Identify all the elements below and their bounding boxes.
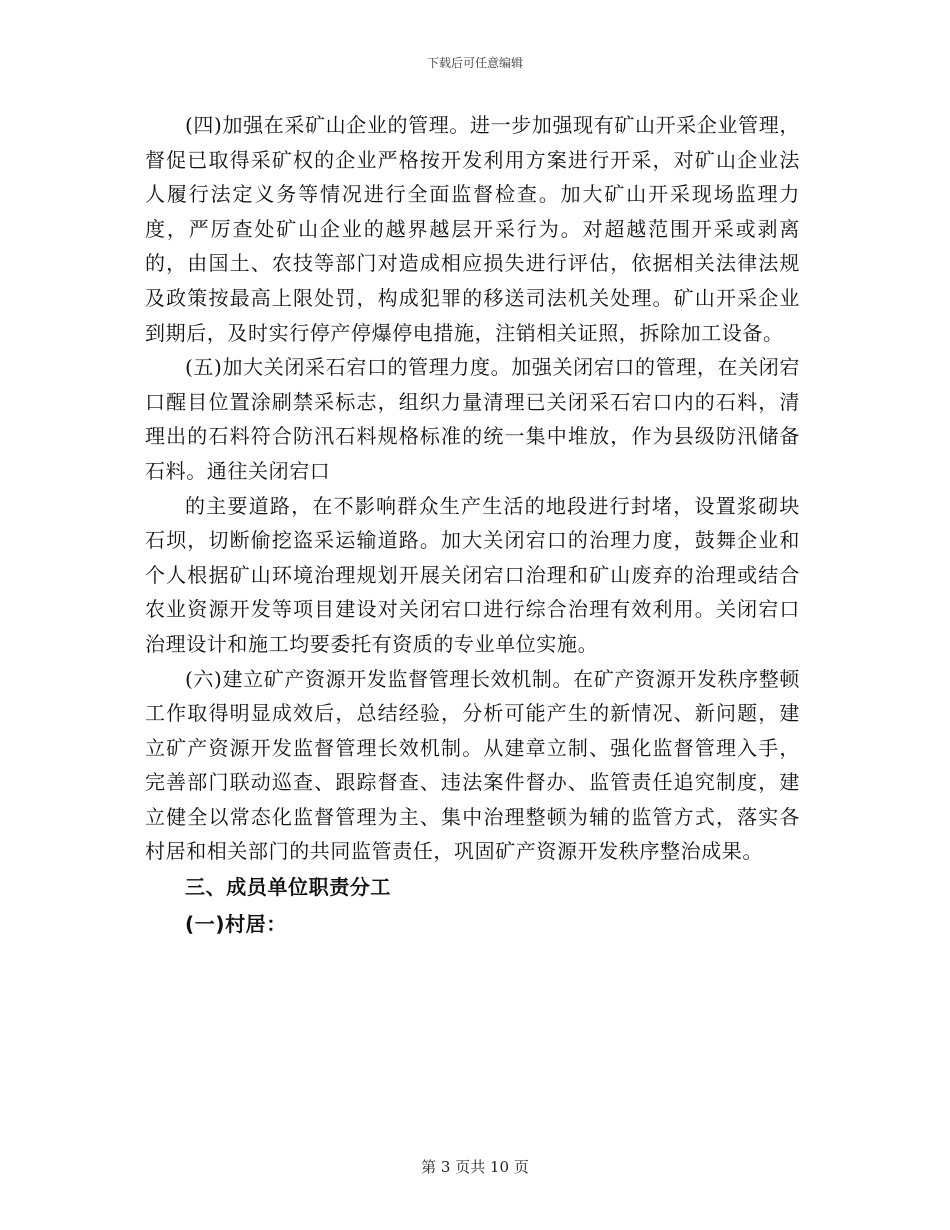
subsection-heading: (一)村居： xyxy=(185,912,287,937)
paragraph-4: (四)加强在采矿山企业的管理。进一步加强现有矿山开采企业管理，督促已取得采矿权的企业严格按开发利用方案进行开采，对矿山企业法人履行法定义务等情况进行全面监督检查。加大矿山开采现场监理力度，严厉查处矿山企业的越界越层开采行为。对超越范围开采或剥离的，由国土、农技等部门对造成相应损失进行评估，依据相关法律法规及政策按最高上限处罚，构成犯罪的移送司法机关处理。矿山开采企业到期后，及时实行停产停爆停电措施，注销相关证照，拆除加工设备。 xyxy=(145,113,800,345)
section-heading: 三、成员单位职责分工 xyxy=(185,875,391,900)
paragraph-6: (六)建立矿产资源开发监督管理长效机制。在矿产资源开发秩序整顿工作取得明显成效后，总结经验，分析可能产生的新情况、新问题，建立矿产资源开发监督管理长效机制。从建章立制、强化监督管理入手，完善部门联动巡查、跟踪督查、违法案件督办、监管责任追究制度，建立健全以常态化监督管理为主、集中治理整顿为辅的监管方式，落实各村居和相关部门的共同监管责任，巩固矿产资源开发秩序整治成果。 xyxy=(145,666,800,864)
page-footer: 第 3 页共 10 页 xyxy=(421,1158,529,1176)
paragraph-5: (五)加大关闭采石宕口的管理力度。加强关闭宕口的管理，在关闭宕口醒目位置涂刷禁采标志，组织力量清理已关闭采石宕口内的石料，清理出的石料符合防汛石料规格标准的统一集中堆放，作为县级防汛储备石料。通往关闭宕口 xyxy=(145,355,800,483)
paragraph-5-continued: 的主要道路，在不影响群众生产生活的地段进行封堵，设置浆砌块石坝，切断偷挖盗采运输道路。加大关闭宕口的治理力度，鼓舞企业和个人根据矿山环境治理规划开展关闭宕口治理和矿山废弃的治理或结合农业资源开发等项目建设对关闭宕口进行综合治理有效利用。关闭宕口治理设计和施工均要委托有资质的专业单位实施。 xyxy=(145,493,800,656)
page-header: 下载后可任意编辑 xyxy=(426,56,523,70)
document-body xyxy=(145,108,800,943)
